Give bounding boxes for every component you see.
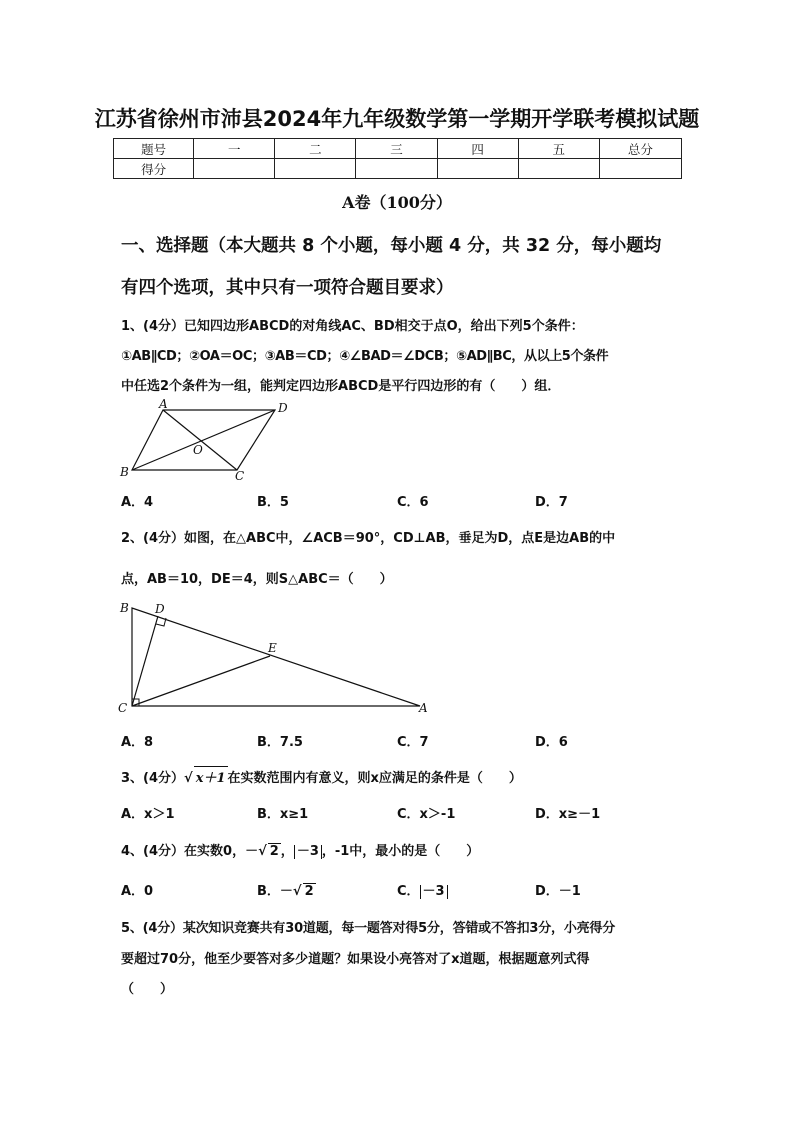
q3-option-d[interactable]: D．x≥－1: [535, 807, 601, 822]
q4-mid: ，: [280, 844, 294, 859]
q2-option-b[interactable]: B．7.5: [257, 735, 303, 750]
q3-stem: [121, 766, 681, 786]
score-header-cell: 五: [518, 139, 599, 159]
q2-option-a[interactable]: A．8: [121, 735, 154, 750]
label-c: C: [235, 469, 245, 483]
label-a: A: [419, 701, 428, 715]
q3-option-c[interactable]: C．x＞-1: [397, 807, 456, 822]
q4-stem: [121, 840, 681, 859]
q1-option-b[interactable]: B．5: [257, 495, 289, 510]
section1-heading-line1: 一、选择题（本大题共 8 个小题，每小题 4 分，共 32 分，每小题均: [121, 236, 662, 256]
score-header-cell: 三: [356, 139, 437, 159]
q1-option-a[interactable]: A．4: [121, 495, 154, 510]
score-header-cell: 二: [275, 139, 356, 159]
q4-option-b[interactable]: [257, 880, 316, 899]
q2-triangle-figure: [112, 598, 432, 718]
score-table-score-row: [114, 159, 682, 179]
q1-line2: ①AB∥CD；②OA＝OC；③AB＝CD；④∠BAD＝∠DCB；⑤AD∥BC，从以上5个条件: [121, 349, 609, 364]
score-header-cell: 题号: [114, 139, 194, 159]
q2-line1: 2、(4分）如图，在△ABC中，∠ACB＝90°，CD⊥AB，垂足为D，点E是边AB的中: [121, 531, 616, 546]
label-b: B: [120, 601, 129, 615]
score-cell: [599, 159, 681, 179]
volume-heading: A卷（100分）: [342, 193, 452, 212]
q1-line1: 1、(4分）已知四边形ABCD的对角线AC、BD相交于点O，给出下列5个条件：: [121, 319, 584, 334]
sqrt-sign: √: [292, 884, 302, 899]
label-b: B: [120, 465, 129, 479]
q2-option-c[interactable]: C．7: [397, 735, 429, 750]
q1-option-c[interactable]: C．6: [397, 495, 429, 510]
sqrt-sign: √: [258, 844, 267, 859]
q1-parallelogram-figure: [115, 398, 295, 484]
q5-line2: 要超过70分，他至少要答对多少道题？如果设小亮答对了x道题，根据题意列式得: [121, 952, 590, 967]
score-row-label: 得分: [114, 159, 194, 179]
q2-option-d[interactable]: D．6: [535, 735, 568, 750]
score-cell: [194, 159, 275, 179]
q3-option-a[interactable]: A．x＞1: [121, 807, 175, 822]
label-a: A: [159, 398, 168, 411]
score-header-cell: 一: [194, 139, 275, 159]
score-table: [113, 138, 682, 179]
label-d: D: [278, 401, 288, 415]
q4-option-c[interactable]: [397, 880, 448, 899]
diagonal-ac: [163, 410, 237, 470]
q3-suffix: 在实数范围内有意义，则x应满足的条件是（ ）: [227, 771, 522, 786]
q3-prefix: 3、(4分）: [121, 771, 185, 786]
q1-line3: 中任选2个条件为一组，能判定四边形ABCD是平行四边形的有（ ）组．: [121, 379, 561, 394]
q4-option-c-abs: －3: [420, 885, 448, 899]
q5-line1: 5、(4分）某次知识竞赛共有30道题，每一题答对得5分，答错或不答扣3分，小亮得分: [121, 921, 616, 936]
q2-line2: 点，AB＝10，DE＝4，则S△ABC＝（ ）: [121, 572, 393, 587]
section1-heading-line2: 有四个选项，其中只有一项符合题目要求）: [121, 278, 454, 298]
label-c: C: [118, 701, 128, 715]
exam-title: 江苏省徐州市沛县2024年九年级数学第一学期开学联考模拟试题: [94, 107, 700, 131]
diagonal-bd: [132, 410, 275, 470]
sqrt-sign: √: [184, 771, 193, 786]
score-header-cell: 总分: [599, 139, 681, 159]
label-e: E: [268, 641, 277, 655]
q4-option-c-prefix: C．: [397, 884, 420, 899]
score-header-cell: 四: [437, 139, 518, 159]
median-ce: [132, 656, 270, 706]
q1-option-d[interactable]: D．7: [535, 495, 568, 510]
q4-option-b-sqrt: 2: [304, 884, 314, 899]
q4-prefix: 4、(4分）在实数0，－: [121, 844, 259, 859]
score-cell: [518, 159, 599, 179]
q4-abs-value: －3: [294, 845, 322, 859]
q5-line3: （ ）: [121, 982, 174, 997]
score-cell: [275, 159, 356, 179]
score-table-header-row: [114, 139, 682, 159]
q3-radicand: x＋1: [194, 766, 228, 786]
q4-option-b-prefix: B．－: [257, 884, 293, 899]
q4-option-d[interactable]: D．－1: [535, 884, 581, 899]
q3-option-b[interactable]: B．x≥1: [257, 807, 309, 822]
q4-suffix: ，-1中，最小的是（ ）: [321, 844, 480, 859]
q4-sqrt-value: 2: [269, 844, 279, 859]
score-cell: [437, 159, 518, 179]
triangle-abc: [132, 608, 420, 706]
label-o: O: [193, 443, 203, 457]
altitude-cd: [132, 616, 158, 706]
label-d: D: [155, 602, 165, 616]
q4-option-a[interactable]: A．0: [121, 884, 154, 899]
score-cell: [356, 159, 437, 179]
